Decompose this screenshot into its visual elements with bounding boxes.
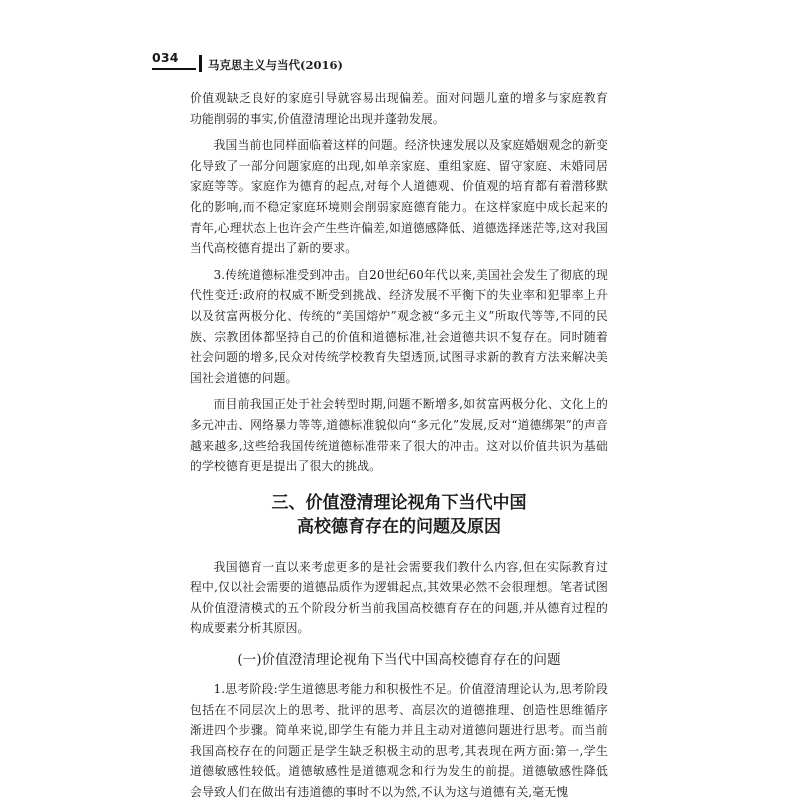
paragraph-4: 而目前我国正处于社会转型时期,问题不断增多,如贫富两极分化、文化上的多元冲击、网络暴力等等,道德标准貌似向“多元化”发展,反对“道德绑架”的声音越来越多,这些给我国传统道德标准带来了很大的冲击。这对以价值共识为基础的学校德育更是提出了很大的挑战。 xyxy=(190,397,608,474)
section-title-line-2: 高校德育存在的问题及原因 xyxy=(297,516,501,537)
section-title xyxy=(190,491,608,539)
section-title-line-1: 三、价值澄清理论视角下当代中国 xyxy=(271,492,527,513)
paragraph-3: 3.传统道德标准受到冲击。自20世纪60年代以来,美国社会发生了彻底的现代性变迁:政府的权威不断受到挑战、经济发展不平衡下的失业率和犯罪率上升以及贫富两极分化、传统的“美国熔炉”观念被“多元主义”所取代等等,不同的民族、宗教团体都坚持自己的价值和道德标准,社会道德共识不复存在。同时随着社会问题的增多,民众对传统学校教育失望透顶,试图寻求新的教育方法来解决美国社会道德的问题。 xyxy=(190,267,608,385)
body-text xyxy=(190,88,608,809)
running-title: 马克思主义与当代(2016) xyxy=(208,58,343,72)
paragraph-1: 价值观缺乏良好的家庭引导就容易出现偏差。面对问题儿童的增多与家庭教育功能削弱的事实,价值澄清理论出现并蓬勃发展。 xyxy=(190,91,608,126)
page-number: 034 xyxy=(152,50,179,65)
header-bar xyxy=(199,55,202,72)
header-rule xyxy=(152,68,196,70)
paragraph-2: 我国当前也同样面临着这样的问题。经济快速发展以及家庭婚姻观念的新变化导致了一部分问题家庭的出现,如单亲家庭、重组家庭、留守家庭、未婚同居家庭等等。家庭作为德育的起点,对每个人道德观、价值观的培育都有着潜移默化的影响,而不稳定家庭环境则会削弱家庭德育能力。在这样家庭中成长起来的青年,心理状态上也许会产生些许偏差,如道德感降低、道德选择迷茫等,这对我国当代高校德育提出了新的要求。 xyxy=(190,138,608,256)
page-header xyxy=(152,50,612,72)
paragraph-5: 我国德育一直以来考虑更多的是社会需要我们教什么内容,但在实际教育过程中,仅以社会需要的道德品质作为逻辑起点,其效果必然不会很理想。笔者试图从价值澄清模式的五个阶段分析当前我国高校德育存在的问题,并从德育过程的构成要素分析其原因。 xyxy=(190,559,608,636)
subsection-title: (一)价值澄清理论视角下当代中国高校德育存在的问题 xyxy=(237,652,561,669)
paragraph-6: 1.思考阶段:学生道德思考能力和积极性不足。价值澄清理论认为,思考阶段包括在不同层次上的思考、批评的思考、高层次的道德推理、创造性思维循序渐进四个步骤。简单来说,即学生有能力并且主动对道德问题进行思考。而当前我国高校存在的问题正是学生缺乏积极主动的思考,其表现在两方面:第一,学生道德敏感性较低。道德敏感性是道德观念和行为发生的前提。道德敏感性降低会导致人们在做出有违道德的事时不以为然,不认为这与道德有关,毫无愧 xyxy=(190,682,608,800)
